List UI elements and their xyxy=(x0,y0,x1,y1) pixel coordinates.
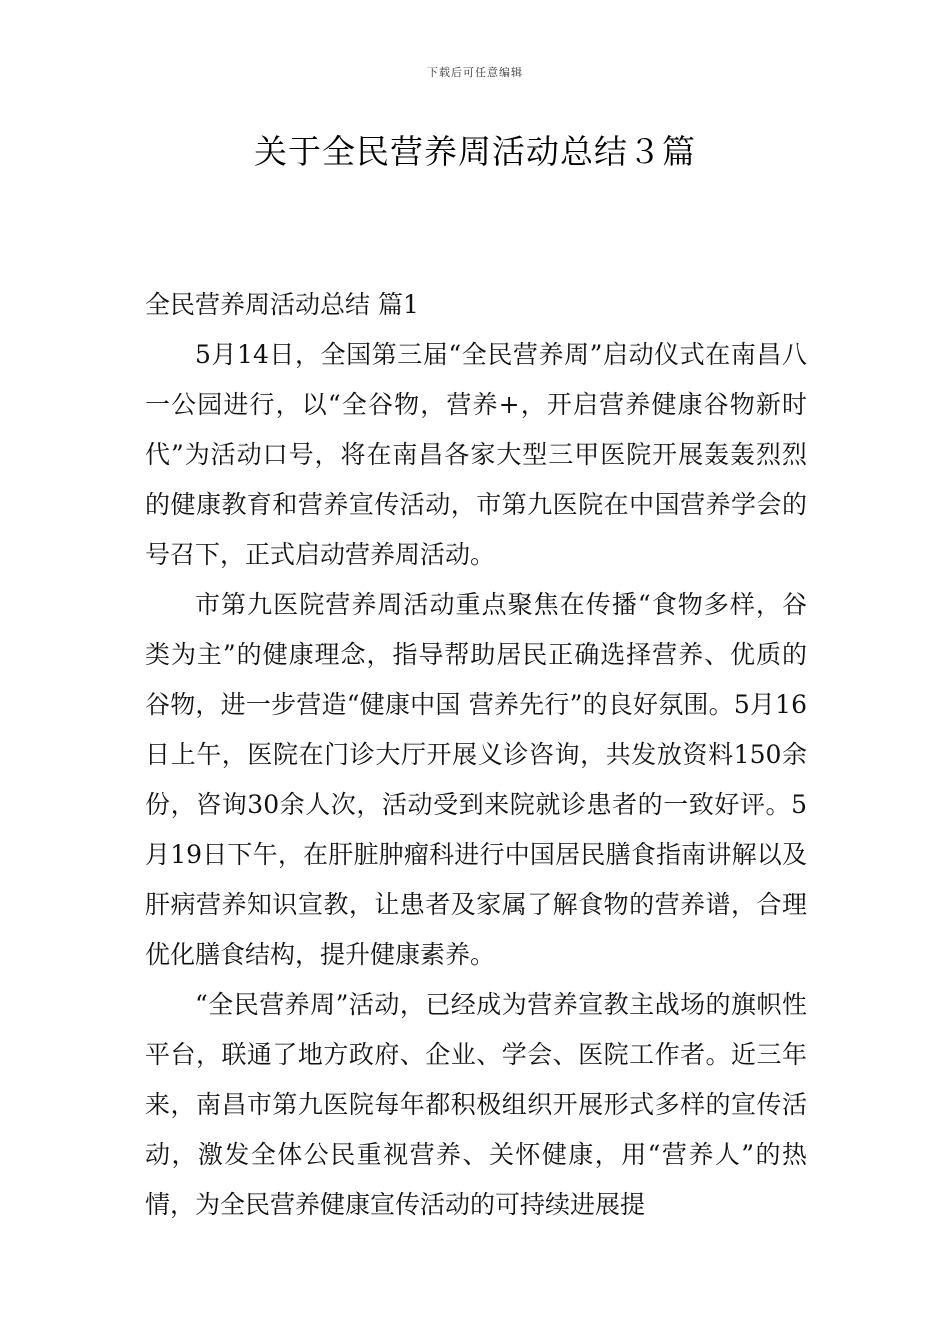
document-body xyxy=(145,280,807,1230)
paragraph-1: 5月14日，全国第三届“全民营养周”启动仪式在南昌八一公园进行，以“全谷物，营养+，开启营养健康谷物新时代”为活动口号，将在南昌各家大型三甲医院开展轰轰烈烈的健康教育和营养宣传活动，市第九医院在中国营养学会的号召下，正式启动营养周活动。 xyxy=(145,340,807,569)
header-note: 下载后可任意编辑 xyxy=(427,66,523,79)
paragraph-2: 市第九医院营养周活动重点聚焦在传播“食物多样，谷类为主”的健康理念，指导帮助居民正确选择营养、优质的谷物，进一步营造“健康中国 营养先行”的良好氛围。5月16日上午，医院在门诊大厅开展义诊咨询，共发放资料150余份，咨询30余人次，活动受到来院就诊患者的一致好评。5月19日下午，在肝脏肿瘤科进行中国居民膳食指南讲解以及肝病营养知识宣教，让患者及家属了解食物的营养谱，合理优化膳食结构，提升健康素养。 xyxy=(145,590,807,969)
paragraph-3: “全民营养周”活动，已经成为营养宣教主战场的旗帜性平台，联通了地方政府、企业、学会、医院工作者。近三年来，南昌市第九医院每年都积极组织开展形式多样的宣传活动，激发全体公民重视营养、关怀健康，用“营养人”的热情，为全民营养健康宣传活动的可持续进展提 xyxy=(145,990,807,1219)
section-heading: 全民营养周活动总结 篇1 xyxy=(145,290,419,319)
document-title: 关于全民营养周活动总结３篇 xyxy=(254,132,696,171)
